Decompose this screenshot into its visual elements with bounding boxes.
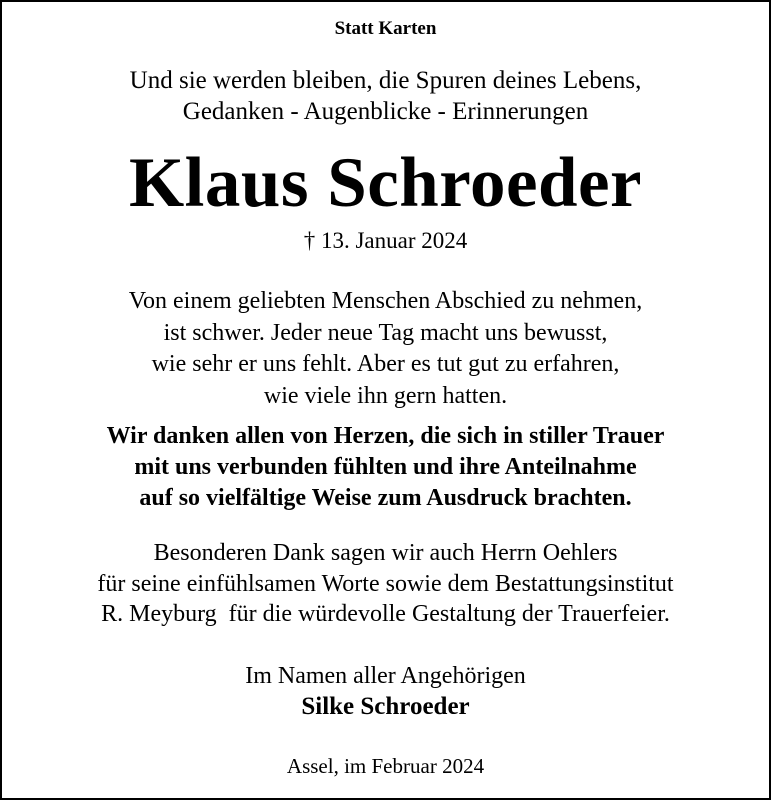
farewell-line-2: ist schwer. Jeder neue Tag macht uns bewusst, xyxy=(163,320,608,346)
signature-intro: Im Namen aller Angehörigen xyxy=(245,663,526,689)
death-date: † 13. Januar 2024 xyxy=(303,228,468,253)
special-thanks-line-1: Besonderen Dank sagen wir auch Herrn Oehlers xyxy=(153,540,618,566)
thanks-line-1: Wir danken allen von Herzen, die sich in stiller Trauer xyxy=(106,423,665,449)
header-statt-karten: Statt Karten xyxy=(334,18,437,39)
deceased-name: Klaus Schroeder xyxy=(128,144,643,222)
farewell-line-3: wie sehr er uns fehlt. Aber es tut gut zu erfahren, xyxy=(151,351,620,377)
special-thanks-line-2: für seine einfühlsamen Worte sowie dem Bestattungsinstitut xyxy=(97,571,674,597)
thanks-line-3: auf so vielfältige Weise zum Ausdruck brachten. xyxy=(139,485,632,511)
signature-name: Silke Schroeder xyxy=(301,693,470,720)
special-thanks-line-3: R. Meyburg für die würdevolle Gestaltung der Trauerfeier. xyxy=(101,601,670,627)
verse-line-2: Gedanken - Augenblicke - Erinnerungen xyxy=(182,98,589,125)
farewell-line-1: Von einem geliebten Menschen Abschied zu nehmen, xyxy=(128,288,643,314)
farewell-line-4: wie viele ihn gern hatten. xyxy=(263,383,508,409)
thanks-line-2: mit uns verbunden fühlten und ihre Anteilnahme xyxy=(134,454,637,480)
place-date: Assel, im Februar 2024 xyxy=(286,754,485,778)
verse-line-1: Und sie werden bleiben, die Spuren deines Lebens, xyxy=(129,67,642,94)
